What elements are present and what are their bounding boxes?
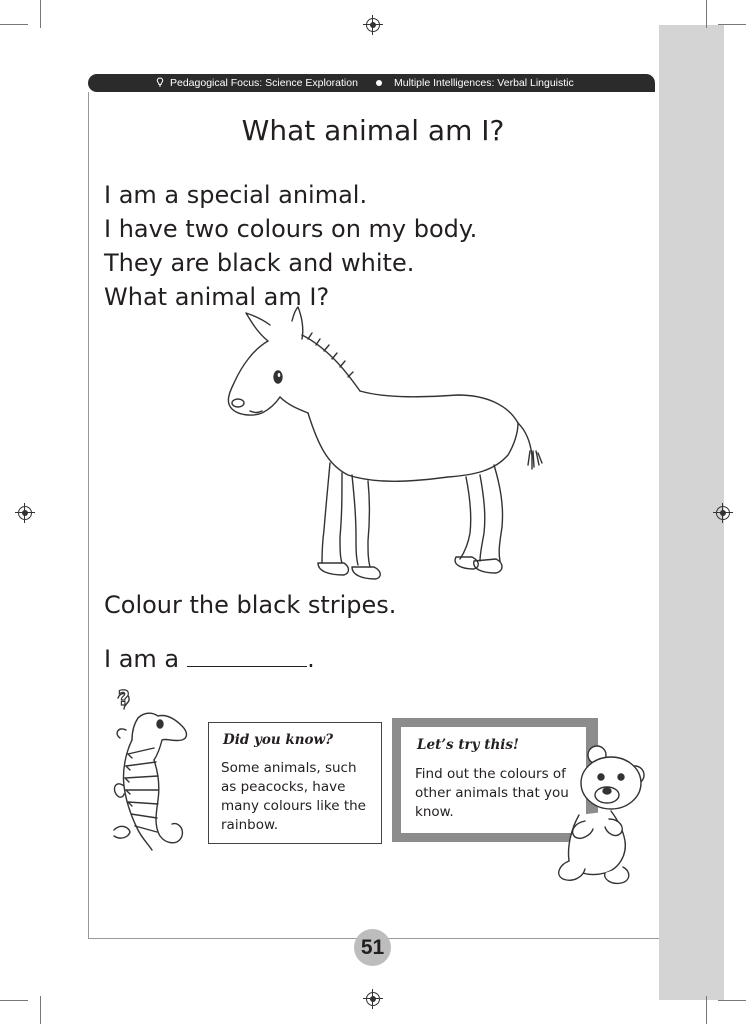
crop-mark — [718, 1000, 746, 1001]
did-you-know-text: Some animals, such as peacocks, have many colours like the rainbow. — [221, 760, 366, 833]
registration-mark-icon — [366, 18, 380, 32]
registration-mark-icon — [18, 506, 32, 520]
answer-sentence — [104, 645, 315, 673]
pedagogical-focus-label: Pedagogical Focus: Science Exploration — [170, 77, 358, 89]
separator-dot — [376, 80, 382, 86]
bear-cub-illustration — [545, 745, 650, 885]
answer-blank[interactable] — [187, 648, 307, 667]
crop-mark — [0, 1000, 28, 1001]
answer-prompt: I am a — [104, 645, 180, 673]
lets-try-heading: Let’s try this! — [417, 737, 519, 753]
riddle-line: I have two colours on my body. — [104, 215, 478, 243]
riddle-line: They are black and white. — [104, 249, 415, 277]
did-you-know-heading: Did you know? — [223, 732, 334, 748]
page-title: What animal am I? — [241, 114, 505, 147]
riddle-line: I am a special animal. — [104, 181, 368, 209]
registration-mark-icon — [716, 506, 730, 520]
intelligences-label: Multiple Intelligences: Verbal Linguistic — [394, 77, 574, 89]
page-number: 51 — [360, 936, 385, 959]
crop-mark — [718, 24, 746, 25]
lets-try-text: Find out the colours of other animals that you know. — [415, 766, 569, 820]
crop-mark — [706, 996, 707, 1024]
question-mark-icon: ? — [118, 686, 130, 710]
crop-mark — [40, 0, 41, 28]
crop-mark — [40, 996, 41, 1024]
instruction-text: Colour the black stripes. — [104, 591, 397, 619]
seahorse-illustration — [108, 690, 198, 865]
registration-mark-icon — [366, 992, 380, 1006]
answer-period: . — [307, 645, 315, 673]
bulb-icon — [156, 77, 164, 88]
riddle-line: What animal am I? — [104, 283, 330, 311]
riddle-text — [104, 178, 477, 314]
crop-mark — [706, 0, 707, 28]
header-bar — [88, 74, 655, 92]
did-you-know-box — [208, 722, 382, 844]
zebra-outline-illustration — [218, 305, 553, 585]
crop-mark — [0, 24, 28, 25]
